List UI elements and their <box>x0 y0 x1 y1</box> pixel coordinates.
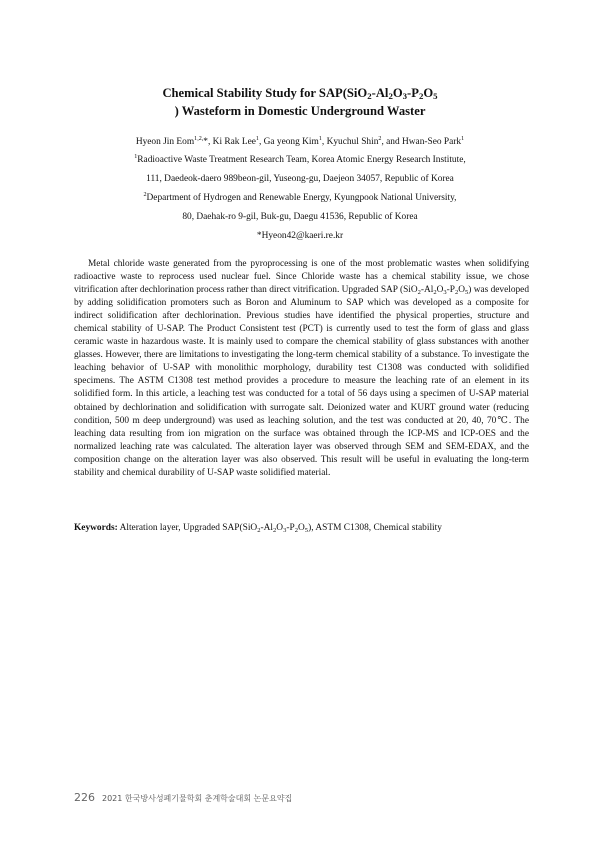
affiliation-2-line-2: 80, Daehak-ro 9-gil, Buk-gu, Daegu 41536, Republic of Korea <box>182 212 418 222</box>
title-text: O <box>423 86 434 100</box>
page-number: 226 <box>74 791 95 804</box>
affiliation-number: 1 <box>134 154 138 160</box>
title-subscript: 2 <box>367 91 372 101</box>
author-name: Ki Rak Lee <box>212 137 256 147</box>
keywords-text: O <box>276 523 284 533</box>
keywords-text: -Al <box>260 523 273 533</box>
abstract-paragraph <box>74 258 529 480</box>
paper-title <box>60 84 540 120</box>
abstract-text: O <box>436 285 444 296</box>
keywords-subscript: 2 <box>273 527 277 534</box>
affiliation-number: 2 <box>143 192 147 198</box>
abstract-subscript: 5 <box>464 289 469 297</box>
keywords-label: Keywords: <box>74 523 118 533</box>
abstract-subscript: 2 <box>417 289 421 297</box>
title-text: -P <box>407 86 419 100</box>
keywords-subscript: 3 <box>283 527 287 534</box>
author-affiliation-mark: 1,2, <box>194 136 204 142</box>
keywords-subscript: 2 <box>294 527 299 534</box>
affiliation-1-line-1 <box>60 154 540 167</box>
author-list <box>60 136 540 149</box>
proceedings-title: 2021 한국방사성폐기물학회 춘계학술대회 논문요약집 <box>102 794 293 803</box>
title-subscript: 5 <box>433 91 438 101</box>
affiliation-2-line-1 <box>60 192 540 205</box>
title-text: O <box>392 86 403 100</box>
abstract-text: ) was developed by adding solidification promoters such as Boron and Aluminum to SAP which was developed as a composite for indirect solidification after dechlorination. Previous studies have identified the physical properties, structure and chemical stability of U-SAP. The Product Consistent test (PCT) is currently used to test the form of glass and glass ceramic waste in hazardous waste. It is mainly used to compare the chemical stability of glass substances with another glasses. However, there are limitations to investigating the long-term chemical stability of a substance. To investigate the leaching behavior of U-SAP with monolithic morphology, durability test C1308 was conducted with solidified specimens. The ASTM C1308 test method provides a procedure to measure the leaching rate of an element in its solidified form. In this article, a leaching test was conducted for a total of 56 days using a specimen of U-SAP material obtained by dechlorination and solidification with surrogate salt. Deionized water and KURT ground water (reducing condition, 500 m deep underground) was used as leaching solution, and the test was conducted at 20, 40, 70℃. The leaching data resulting from ion migration on the surface was obtained through the ICP-MS and ICP-OES and the normalized leaching rate was calculated. The alteration layer was observed through SEM and SEM-EDAX, and the composition change on the alteration layer was also observed. This result will be useful in evaluating the long-term stability and chemical durability of U-SAP waste solidified material. <box>74 285 529 478</box>
abstract-text: -Al <box>420 285 434 296</box>
author-name: Kyuchul Shin <box>326 137 379 147</box>
keywords-text: Alteration layer, Upgraded SAP(SiO <box>117 523 258 533</box>
abstract <box>74 258 529 480</box>
abstract-text: -P <box>446 285 455 296</box>
author-name: Ga yeong Kim <box>263 137 319 147</box>
abstract-subscript: 2 <box>454 289 459 297</box>
title-text: Chemical Stability Study for SAP(SiO <box>162 86 368 100</box>
title-text: ) Wasteform in Domestic Underground Waster <box>174 104 426 118</box>
author-affiliation-mark: 1 <box>255 136 259 142</box>
abstract-subscript: 2 <box>433 289 437 297</box>
affiliation-text: Radioactive Waste Treatment Research Team, Korea Atomic Energy Research Institute, <box>137 155 466 165</box>
author-separator: *, <box>203 137 213 147</box>
abstract-text: Metal chloride waste generated from the pyroprocessing is one of the most problematic wastes when solidifying radioactive waste to reprocess used nuclear fuel. Since Chloride waste has a chemical stability issue, we chose vitrification after dechlorination process rather than direct vitrification. Upgraded SAP (SiO <box>74 259 529 296</box>
author-separator: , <box>321 137 327 147</box>
keywords-subscript: 5 <box>304 527 309 534</box>
page-footer <box>74 792 514 805</box>
keywords-subscript: 2 <box>257 527 261 534</box>
author-name: Hwan-Seo Park <box>402 137 462 147</box>
affiliation-1-line-2: 111, Daedeok-daero 989beon-gil, Yuseong-gu, Daejeon 34057, Republic of Korea <box>146 174 454 184</box>
abstract-text: O <box>458 285 465 296</box>
keywords <box>74 522 529 535</box>
author-affiliation-mark: 1 <box>318 136 322 142</box>
corresponding-email: *Hyeon42@kaeri.re.kr <box>256 231 344 241</box>
keywords-text: -P <box>286 523 295 533</box>
keywords-text: ), ASTM C1308, Chemical stability <box>308 523 442 533</box>
author-affiliation-mark: 2 <box>378 136 382 142</box>
title-text: -Al <box>371 86 389 100</box>
title-subscript: 3 <box>402 91 408 101</box>
author-name: Hyeon Jin Eom <box>135 137 195 147</box>
keywords-text: O <box>298 523 305 533</box>
title-subscript: 2 <box>388 91 393 101</box>
author-separator: , <box>258 137 264 147</box>
affiliation-text: Department of Hydrogen and Renewable Energy, Kyungpook National University, <box>146 193 457 203</box>
author-separator: , and <box>381 137 403 147</box>
author-affiliation-mark: 1 <box>461 136 465 142</box>
abstract-subscript: 3 <box>443 289 447 297</box>
title-subscript: 2 <box>418 91 424 101</box>
